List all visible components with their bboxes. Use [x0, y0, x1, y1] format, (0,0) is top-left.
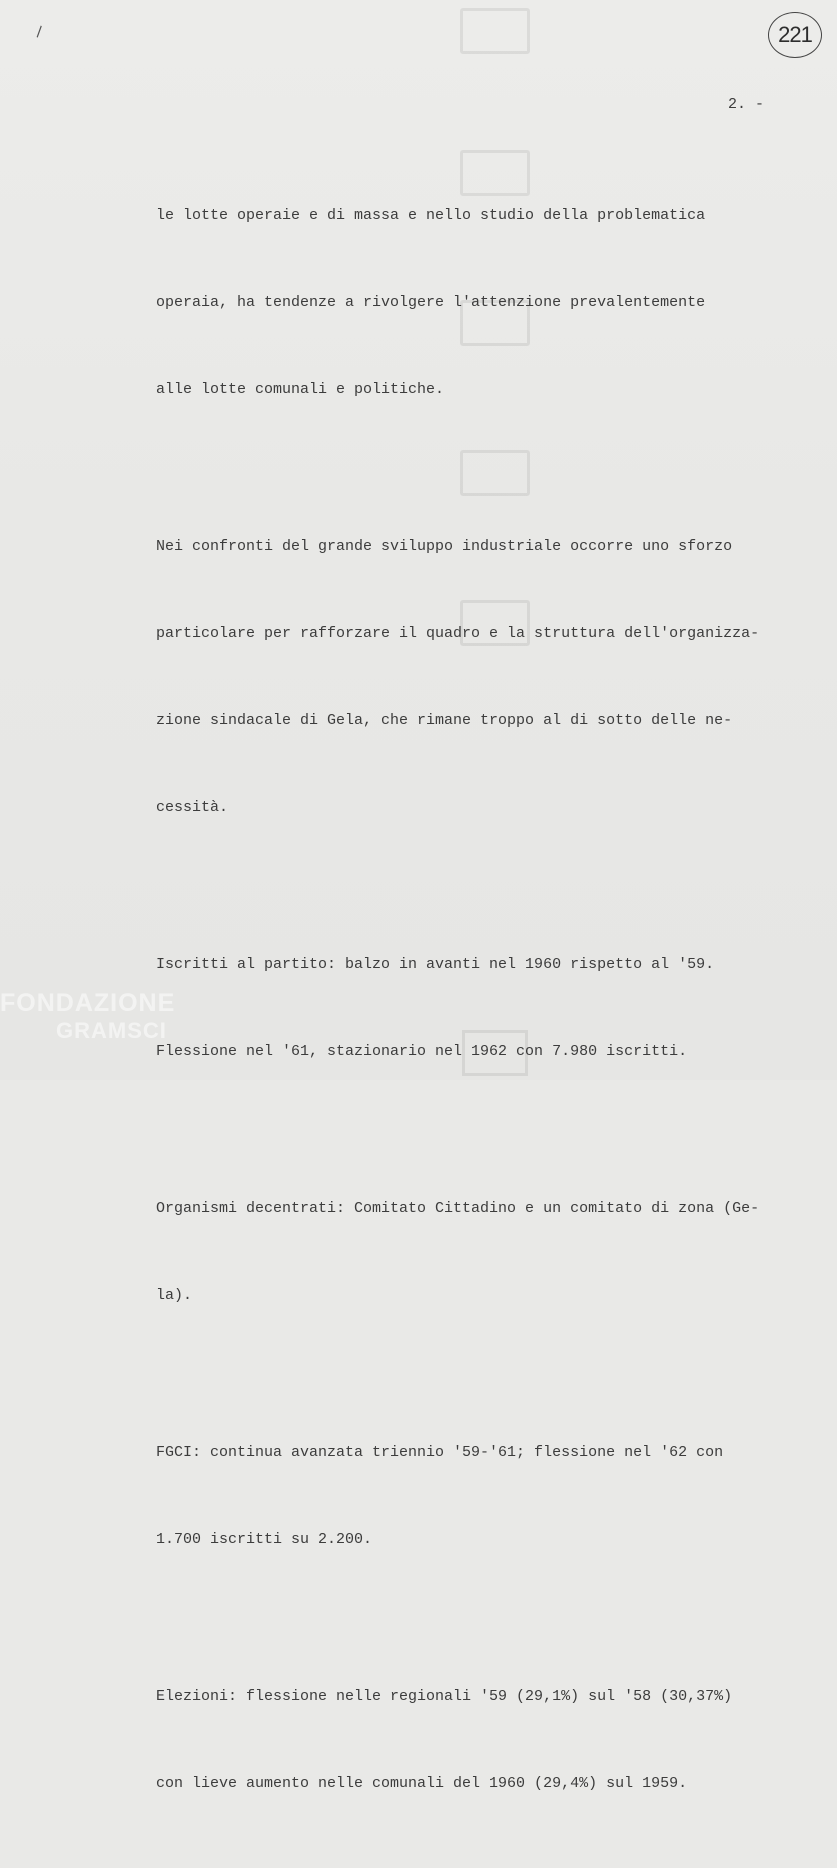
text-line: particolare per rafforzare il quadro e la struttura dell'organizza- [156, 625, 760, 642]
text-line: Flessione nel '61, stazionario nel 1962 con 7.980 iscritti. [156, 1043, 688, 1060]
text-line: cessità. [156, 799, 229, 816]
logo-line-1: FONDAZIONE [0, 989, 176, 1017]
page-number: 2. - [728, 96, 765, 113]
text-line: alle lotte comunali e politiche. [156, 381, 445, 398]
text-line: Elezioni: flessione nelle regionali '59 (29,1%) sul '58 (30,37%) [156, 1688, 733, 1705]
logo-line-2: GRAMSCI [56, 1018, 167, 1043]
text-line: operaia, ha tendenze a rivolgere l'attenzione prevalentemente [156, 294, 706, 311]
archive-number-stamp [768, 12, 822, 58]
paragraph [156, 1380, 796, 1612]
paragraph [156, 1136, 796, 1368]
document-body [156, 143, 796, 1868]
bottom-stamp-watermark [462, 1030, 528, 1076]
text-line: Nei confronti del grande sviluppo industriale occorre uno sforzo [156, 538, 733, 555]
text-line: con lieve aumento nelle comunali del 1960 (29,4%) sul 1959. [156, 1775, 688, 1792]
foundation-logo-watermark [0, 990, 175, 1044]
paragraph [156, 474, 796, 880]
text-line: le lotte operaie e di massa e nello studio della problematica [156, 207, 706, 224]
text-line: Organismi decentrati: Comitato Cittadino e un comitato di zona (Ge- [156, 1200, 760, 1217]
paragraph [156, 1624, 796, 1856]
paragraph [156, 892, 796, 1124]
text-line: 1.700 iscritti su 2.200. [156, 1531, 373, 1548]
text-line: la). [156, 1287, 193, 1304]
text-line: Iscritti al partito: balzo in avanti nel 1960 rispetto al '59. [156, 956, 715, 973]
text-line: FGCI: continua avanzata triennio '59-'61; flessione nel '62 con [156, 1444, 724, 1461]
pen-mark: \ [31, 24, 46, 41]
text-line: zione sindacale di Gela, che rimane troppo al di sotto delle ne- [156, 712, 733, 729]
archive-number: 221 [778, 22, 812, 47]
paragraph [156, 143, 796, 462]
